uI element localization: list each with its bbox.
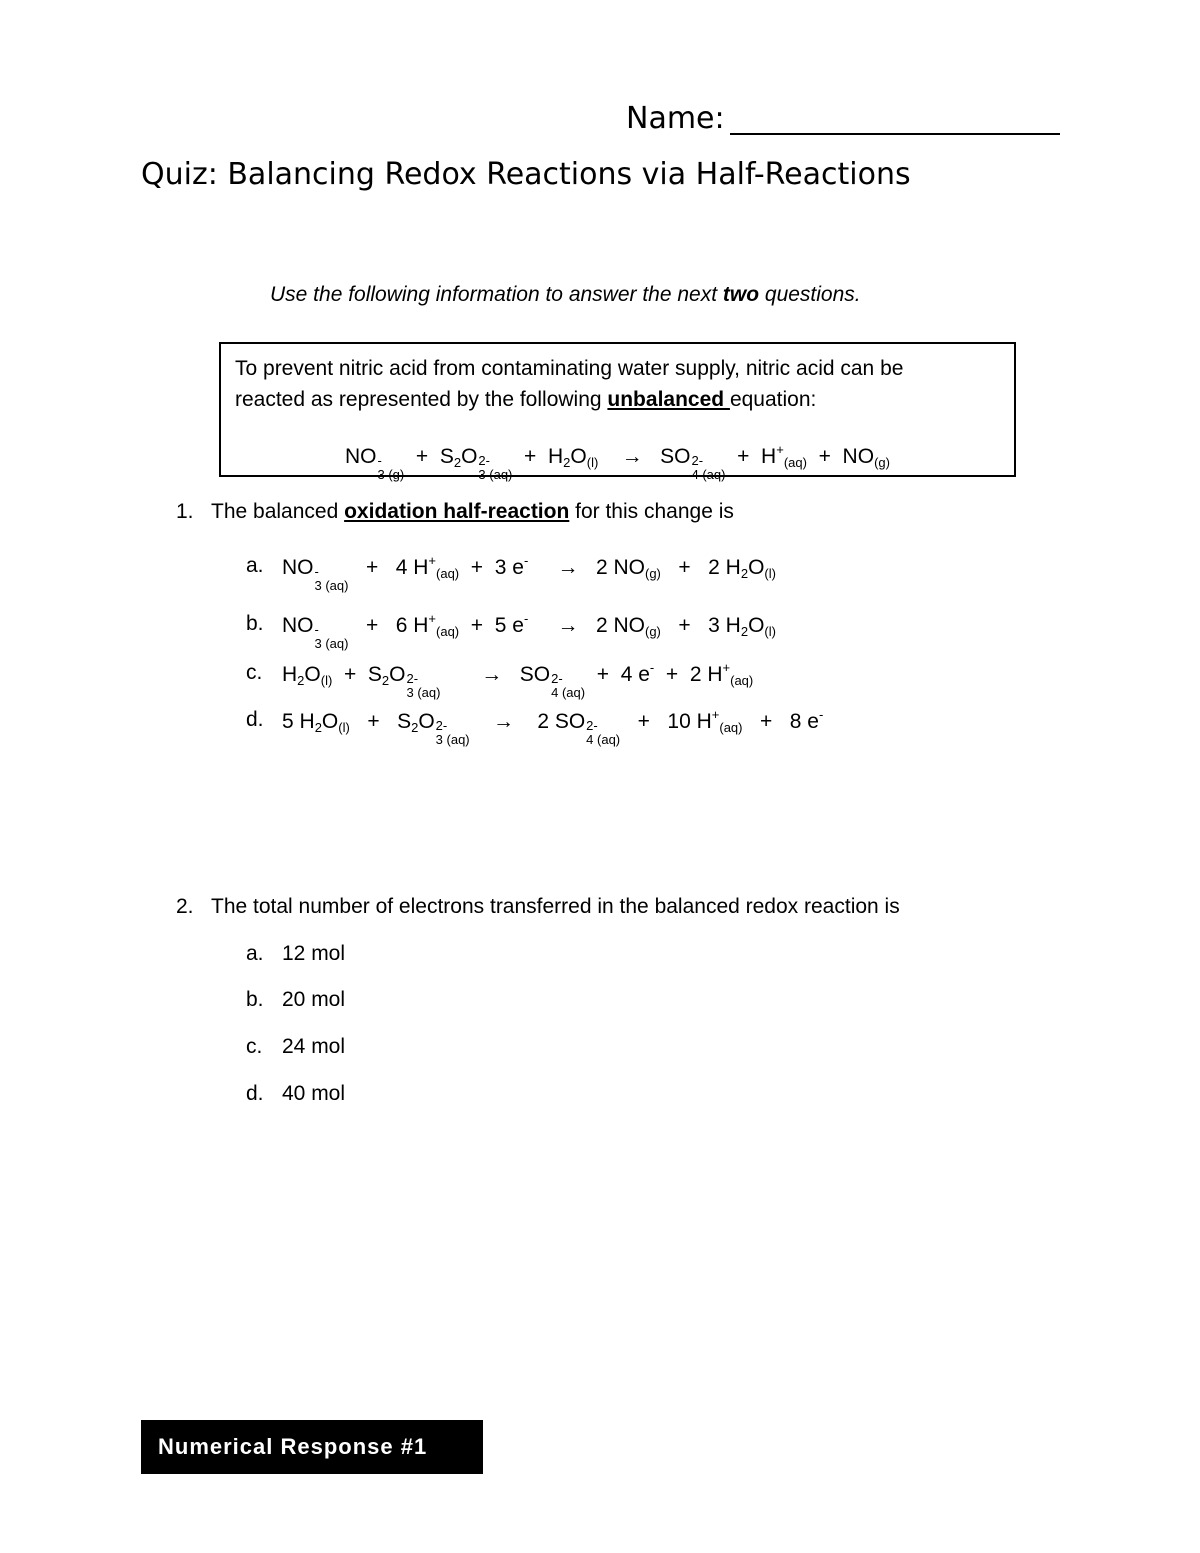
unbalanced-equation: NO - 3 (g) + $S_2O$ 2- 3 (aq) + $H_2O_{(l)}$ → SO 2- 4 (aq) + $H^+_{(aq)} + NO_{(g)}$ xyxy=(345,442,890,482)
question-2-number: 2. xyxy=(176,895,194,918)
name-blank-line[interactable] xyxy=(730,133,1060,135)
numerical-response-label: Numerical Response #1 xyxy=(158,1434,428,1459)
instruction-text: Use the following information to answer the next two questions. xyxy=(270,283,861,306)
q1-option-c-letter[interactable]: c. xyxy=(246,661,263,684)
q2-option-d-text[interactable]: 40 mol xyxy=(282,1082,346,1105)
name-label: Name: xyxy=(626,101,725,136)
q2-option-c-letter[interactable]: c. xyxy=(246,1035,263,1058)
question-1-text: The balanced oxidation half-reaction for this change is xyxy=(211,500,734,523)
q1-option-b-equation[interactable]: NO - 3 (aq) + 6 $H^+_{(aq)} + 5$ e- → 2 $NO_{(g)} + 3$ $H_2O_{(l)}$ xyxy=(282,611,776,651)
q2-option-b-letter[interactable]: b. xyxy=(246,988,264,1011)
q2-option-b-text[interactable]: 20 mol xyxy=(282,988,346,1011)
q1-option-d-letter[interactable]: d. xyxy=(246,708,264,731)
q1-option-a-letter[interactable]: a. xyxy=(246,554,264,577)
q1-option-b-letter[interactable]: b. xyxy=(246,612,264,635)
q1-option-a-equation[interactable]: NO - 3 (aq) + 4 $H^+_{(aq)} + 3$ e- → 2 $NO_{(g)} + 2$ $H_2O_{(l)}$ xyxy=(282,553,776,593)
q1-option-d-equation[interactable]: 5 $H_2O_{(l)} + S_2O$ 2- 3 (aq) → 2 SO 2- 4 (aq) + 10 $H^+_{(aq)} + 8$ e- xyxy=(282,707,824,747)
q2-option-d-letter[interactable]: d. xyxy=(246,1082,264,1105)
question-1-number: 1. xyxy=(176,500,194,523)
page-title: Quiz: Balancing Redox Reactions via Half-Reactions xyxy=(141,157,911,192)
q2-option-c-text[interactable]: 24 mol xyxy=(282,1035,346,1058)
q2-option-a-text[interactable]: 12 mol xyxy=(282,942,346,965)
q1-option-c-equation[interactable]: $H_2O_{(l)} + S_2O$ 2- 3 (aq) → SO 2- 4 (aq) + 4 e- + 2 $H^+_{(aq)}$ xyxy=(282,660,754,700)
q2-option-a-letter[interactable]: a. xyxy=(246,942,264,965)
info-box-text: To prevent nitric acid from contaminating water supply, nitric acid can be reacted as represented by the following unbalanced equation: xyxy=(235,357,904,411)
question-2-text: The total number of electrons transferred in the balanced redox reaction is xyxy=(211,895,900,918)
